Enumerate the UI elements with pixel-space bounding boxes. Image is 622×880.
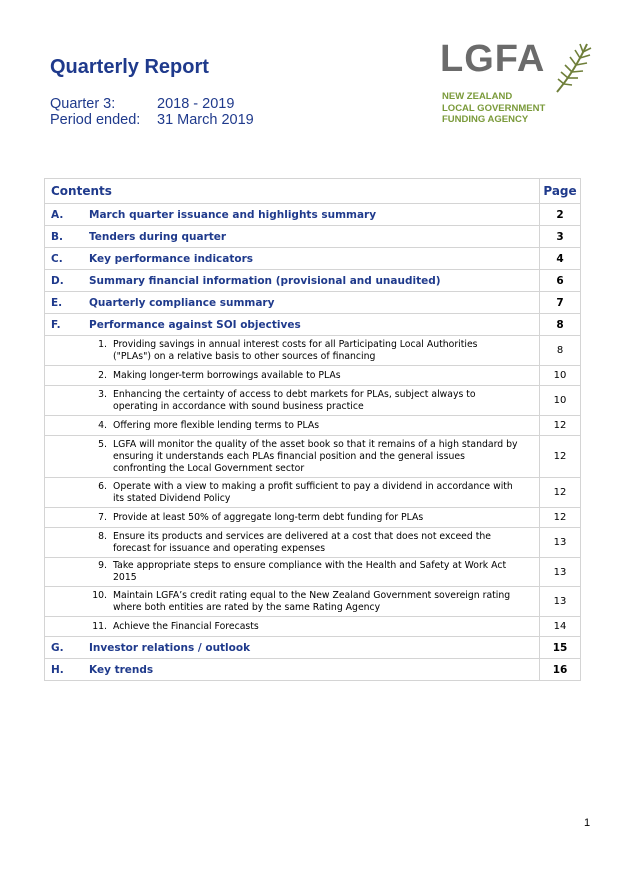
objective-page: 13 — [540, 558, 581, 587]
section-title[interactable]: Investor relations / outlook — [89, 637, 540, 659]
objective-page: 13 — [540, 528, 581, 558]
logo-wordmark: LGFA — [440, 38, 546, 80]
section-letter: B. — [45, 226, 90, 248]
objective-text[interactable]: Enhancing the certainty of access to debt markets for PLAs, subject always to operating in accordance with sound business practice — [113, 388, 476, 412]
objective-text[interactable]: Achieve the Financial Forecasts — [113, 620, 259, 632]
objective-text[interactable]: Making longer-term borrowings available to PLAs — [113, 369, 341, 381]
period-label: Period ended: — [50, 112, 141, 128]
quarter-label: Quarter 3: — [50, 96, 116, 112]
objective-number: 2. — [98, 369, 107, 381]
section-title[interactable]: Tenders during quarter — [89, 226, 540, 248]
section-title[interactable]: March quarter issuance and highlights summary — [89, 204, 540, 226]
section-title[interactable]: Quarterly compliance summary — [89, 292, 540, 314]
objective-page: 10 — [540, 386, 581, 416]
objective-text[interactable]: LGFA will monitor the quality of the asset book so that it remains of a high standard by ensuring it understands each PLAs financial position and the general issues confronting the Local Government sector — [113, 438, 518, 474]
section-letter: F. — [45, 314, 90, 336]
section-page: 7 — [540, 292, 581, 314]
section-letter: A. — [45, 204, 90, 226]
objective-text[interactable]: Offering more flexible lending terms to PLAs — [113, 419, 320, 431]
page-number: 1 — [584, 817, 591, 829]
section-letter: G. — [45, 637, 90, 659]
objective-text[interactable]: Providing savings in annual interest costs for all Participating Local Authorities ("PLAs") on a relative basis to other sources of financing — [113, 338, 478, 362]
objective-number: 10. — [92, 589, 107, 601]
section-page: 15 — [540, 637, 581, 659]
objective-page: 12 — [540, 508, 581, 528]
section-page: 2 — [540, 204, 581, 226]
objective-page: 12 — [540, 416, 581, 436]
page-heading: Page — [540, 179, 581, 204]
objective-number: 3. — [98, 388, 107, 400]
objective-text[interactable]: Take appropriate steps to ensure compliance with the Health and Safety at Work Act 2015 — [113, 560, 507, 583]
section-letter: E. — [45, 292, 90, 314]
section-page: 16 — [540, 659, 581, 681]
contents-table — [44, 178, 581, 681]
contents-heading: Contents — [45, 179, 540, 204]
logo-line-1: NEW ZEALAND — [442, 91, 513, 102]
objective-page: 10 — [540, 366, 581, 386]
section-title[interactable]: Performance against SOI objectives — [89, 314, 540, 336]
report-meta — [50, 96, 254, 128]
section-page: 3 — [540, 226, 581, 248]
report-title: Quarterly Report — [50, 56, 209, 78]
logo-subtitle — [442, 91, 545, 126]
objective-text[interactable]: Provide at least 50% of aggregate long-term debt funding for PLAs — [113, 511, 424, 523]
objective-page: 12 — [540, 478, 581, 508]
objective-number: 1. — [98, 338, 107, 350]
objective-text[interactable]: Operate with a view to making a profit sufficient to pay a dividend in accordance with its stated Dividend Policy — [113, 480, 513, 504]
period-value: 31 March 2019 — [157, 112, 254, 128]
objective-number: 7. — [98, 511, 107, 523]
section-letter: C. — [45, 248, 90, 270]
logo-line-2: LOCAL GOVERNMENT — [442, 102, 546, 114]
objective-page: 14 — [540, 617, 581, 637]
quarter-value: 2018 - 2019 — [157, 96, 235, 112]
section-title[interactable]: Summary financial information (provisional and unaudited) — [89, 270, 540, 292]
objective-number: 6. — [98, 480, 107, 492]
fern-icon — [553, 40, 593, 95]
objective-text[interactable]: Ensure its products and services are delivered at a cost that does not exceed the forecast for issuance and operating expenses — [113, 530, 491, 554]
objective-number: 8. — [98, 530, 107, 542]
objective-number: 4. — [98, 419, 107, 431]
objective-number: 11. — [92, 620, 107, 632]
section-page: 8 — [540, 314, 581, 336]
logo-line-3: FUNDING AGENCY — [442, 114, 529, 125]
objective-text[interactable]: Maintain LGFA’s credit rating equal to the New Zealand Government sovereign rating where both entities are rated by the same Rating Agency — [113, 589, 511, 613]
section-letter: D. — [45, 270, 90, 292]
section-title[interactable]: Key trends — [89, 659, 540, 681]
section-page: 4 — [540, 248, 581, 270]
section-letter: H. — [45, 659, 90, 681]
section-title[interactable]: Key performance indicators — [89, 248, 540, 270]
section-page: 6 — [540, 270, 581, 292]
objective-number: 5. — [98, 438, 107, 450]
objective-page: 13 — [540, 587, 581, 617]
lgfa-logo — [440, 40, 590, 132]
objective-page: 8 — [540, 336, 581, 366]
objective-page: 12 — [540, 436, 581, 478]
objective-number: 9. — [98, 560, 107, 571]
